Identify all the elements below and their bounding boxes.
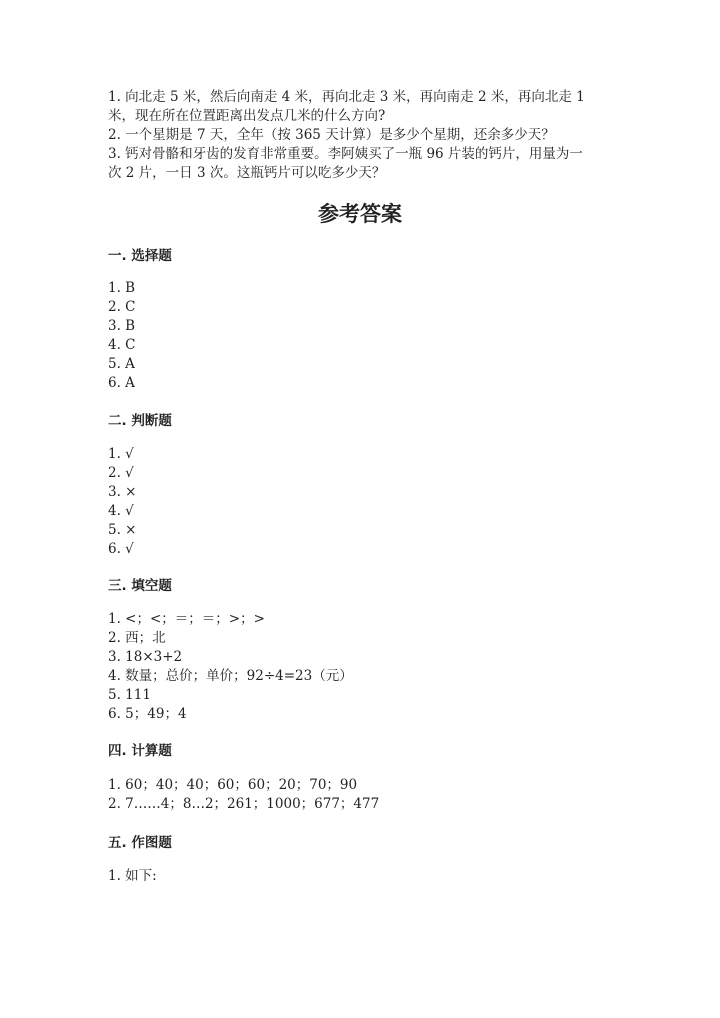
section-heading-fill-blank: 三. 填空题 (108, 578, 172, 594)
section-heading-choice: 一. 选择题 (108, 248, 172, 264)
answer-item: 2. C (108, 299, 136, 315)
fill-blank-answers (108, 610, 618, 724)
answer-item: 1. B (108, 280, 136, 296)
section-heading-drawing: 五. 作图题 (108, 835, 172, 851)
answer-item: 6. √ (108, 541, 134, 557)
questions-block (108, 88, 618, 183)
answer-item: 2. √ (108, 465, 134, 481)
answer-item: 1. 如下: (108, 868, 157, 884)
calculation-answers (108, 776, 618, 814)
answer-item: 1. 60；40；40；60；60；20；70；90 (108, 777, 358, 793)
answer-item: 2. 西；北 (108, 630, 166, 646)
answer-item: 3. 18×3+2 (108, 649, 183, 665)
answer-item: 4. C (108, 337, 136, 353)
drawing-answers (108, 867, 618, 886)
answer-item: 5. × (108, 522, 137, 538)
answer-item: 1. <；<；＝；＝；>；> (108, 611, 265, 627)
answer-item: 3. B (108, 318, 136, 334)
question-line: 2. 一个星期是 7 天，全年（按 365 天计算）是多少个星期，还余多少天？ (108, 127, 555, 143)
answer-item: 5. A (108, 356, 135, 372)
question-line: 次 2 片，一日 3 次。这瓶钙片可以吃多少天？ (108, 165, 386, 181)
choice-answers (108, 279, 618, 393)
question-line: 1. 向北走 5 米，然后向南走 4 米，再向北走 3 米，再向南走 2 米，再向北走 1 (108, 89, 585, 105)
question-line: 米，现在所在位置距离出发点几米的什么方向? (108, 108, 386, 124)
answer-item: 6. 5；49；4 (108, 706, 187, 722)
answers-title: 参考答案 (318, 202, 402, 226)
answer-item: 5. 111 (108, 687, 151, 703)
answer-item: 1. √ (108, 446, 134, 462)
answer-item: 6. A (108, 375, 135, 391)
section-heading-calculation: 四. 计算题 (108, 743, 172, 759)
answer-item: 4. √ (108, 503, 134, 519)
answer-item: 3. × (108, 484, 137, 500)
section-heading-judgment: 二. 判断题 (108, 413, 172, 429)
question-line: 3. 钙对骨骼和牙齿的发育非常重要。李阿姨买了一瓶 96 片装的钙片，用量为一 (108, 146, 583, 162)
judgment-answers (108, 445, 618, 559)
answer-item: 2. 7……4；8…2；261；1000；677；477 (108, 796, 380, 812)
answer-item: 4. 数量；总价；单价；92÷4=23（元） (108, 668, 353, 684)
